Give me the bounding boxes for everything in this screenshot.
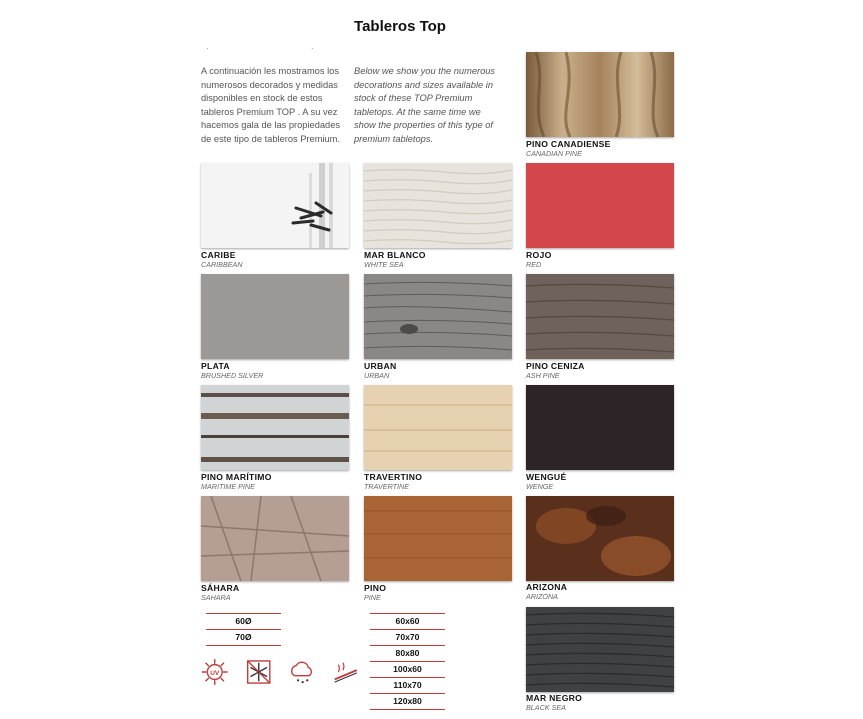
finish-translation: WHITE SEA	[364, 260, 404, 269]
intro-english: Below we show you the numerous decorations and sizes available in stock of these TOP Premium tabletops. At the same time we show the properties of this type of premium tabletops.	[354, 66, 496, 144]
finish-label	[201, 583, 361, 602]
intro-spanish: A continuación les mostramos los numerosos decorados y medidas disponibles en stock de estos tableros Premium TOP . A su vez hacemos gala de las propiedades de este tipo de tableros Premium.	[201, 66, 341, 144]
finish-label	[526, 693, 686, 712]
swatch-pino-ceniza[interactable]	[526, 274, 674, 359]
finish-name: URBAN	[364, 361, 397, 371]
size-row: 60x60	[370, 613, 445, 630]
swatch-mar-negro[interactable]	[526, 607, 674, 692]
size-row: 120x80	[370, 694, 445, 710]
finish-translation: BLACK SEA	[526, 703, 566, 712]
swatch-wengue[interactable]	[526, 385, 674, 470]
swatch-urban[interactable]	[364, 274, 512, 359]
size-row: 70Ø	[206, 630, 281, 646]
finish-name: CARIBE	[201, 250, 236, 260]
finish-translation: CANADIAN PINE	[526, 149, 582, 158]
finish-name: PINO CENIZA	[526, 361, 585, 371]
swatch-travertino[interactable]	[364, 385, 512, 470]
finish-name: SÁHARA	[201, 583, 240, 593]
finish-label	[526, 582, 686, 601]
finish-translation: TRAVERTINE	[364, 482, 409, 491]
heat-resistant-icon	[331, 656, 361, 688]
swatch-caribe[interactable]	[201, 163, 349, 248]
finish-name: ROJO	[526, 250, 552, 260]
finish-label	[526, 472, 686, 491]
property-icons	[200, 656, 360, 688]
uv-resistant-icon	[200, 656, 230, 688]
finish-translation: URBAN	[364, 371, 390, 380]
finish-name: PINO	[364, 583, 387, 593]
finish-label	[201, 250, 361, 269]
finish-translation: RED	[526, 260, 542, 269]
size-row: 60Ø	[206, 613, 281, 630]
frost-resistant-icon	[244, 656, 274, 688]
swatch-mar-blanco[interactable]	[364, 163, 512, 248]
decorative-dots: · ·	[206, 44, 364, 53]
finish-translation: CARIBBEAN	[201, 260, 243, 269]
finish-name: ARIZONA	[526, 582, 568, 592]
round-sizes-table	[206, 613, 281, 646]
finish-label	[526, 139, 686, 158]
finish-label	[364, 361, 524, 380]
finish-label	[526, 361, 686, 380]
finish-translation: MARITIME PINE	[201, 482, 255, 491]
finish-translation: BRUSHED SILVER	[201, 371, 264, 380]
swatch-plata[interactable]	[201, 274, 349, 359]
finish-label	[364, 583, 524, 602]
square-sizes-table	[370, 613, 445, 710]
swatch-rojo[interactable]	[526, 163, 674, 248]
finish-name: WENGUÉ	[526, 472, 567, 482]
finish-name: PLATA	[201, 361, 230, 371]
swatch-pino-maritimo[interactable]	[201, 385, 349, 470]
finish-label	[201, 472, 361, 491]
finish-translation: PINE	[364, 593, 381, 602]
finish-translation: WENGE	[526, 482, 554, 491]
page-title: Tableros Top	[354, 18, 446, 35]
finish-translation: SAHARA	[201, 593, 231, 602]
size-row: 80x80	[370, 646, 445, 662]
swatch-pino-canadiense[interactable]	[526, 52, 674, 137]
finish-name: TRAVERTINO	[364, 472, 423, 482]
finish-name: PINO MARÍTIMO	[201, 472, 272, 482]
svg-text:UV: UV	[210, 669, 220, 677]
swatch-arizona[interactable]	[526, 496, 674, 581]
swatch-sahara[interactable]	[201, 496, 349, 581]
finish-name: MAR NEGRO	[526, 693, 583, 703]
finish-label	[201, 361, 361, 380]
size-row: 70x70	[370, 630, 445, 646]
finish-label	[526, 250, 686, 269]
finish-label	[364, 472, 524, 491]
finish-translation: ASH PINE	[526, 371, 560, 380]
size-row: 100x60	[370, 662, 445, 678]
finish-name: PINO CANADIENSE	[526, 139, 611, 149]
size-row: 110x70	[370, 678, 445, 694]
finish-name: MAR BLANCO	[364, 250, 426, 260]
finish-translation: ARIZONA	[526, 592, 558, 601]
weather-resistant-icon	[287, 656, 317, 688]
finish-label	[364, 250, 524, 269]
swatch-pino[interactable]	[364, 496, 512, 581]
